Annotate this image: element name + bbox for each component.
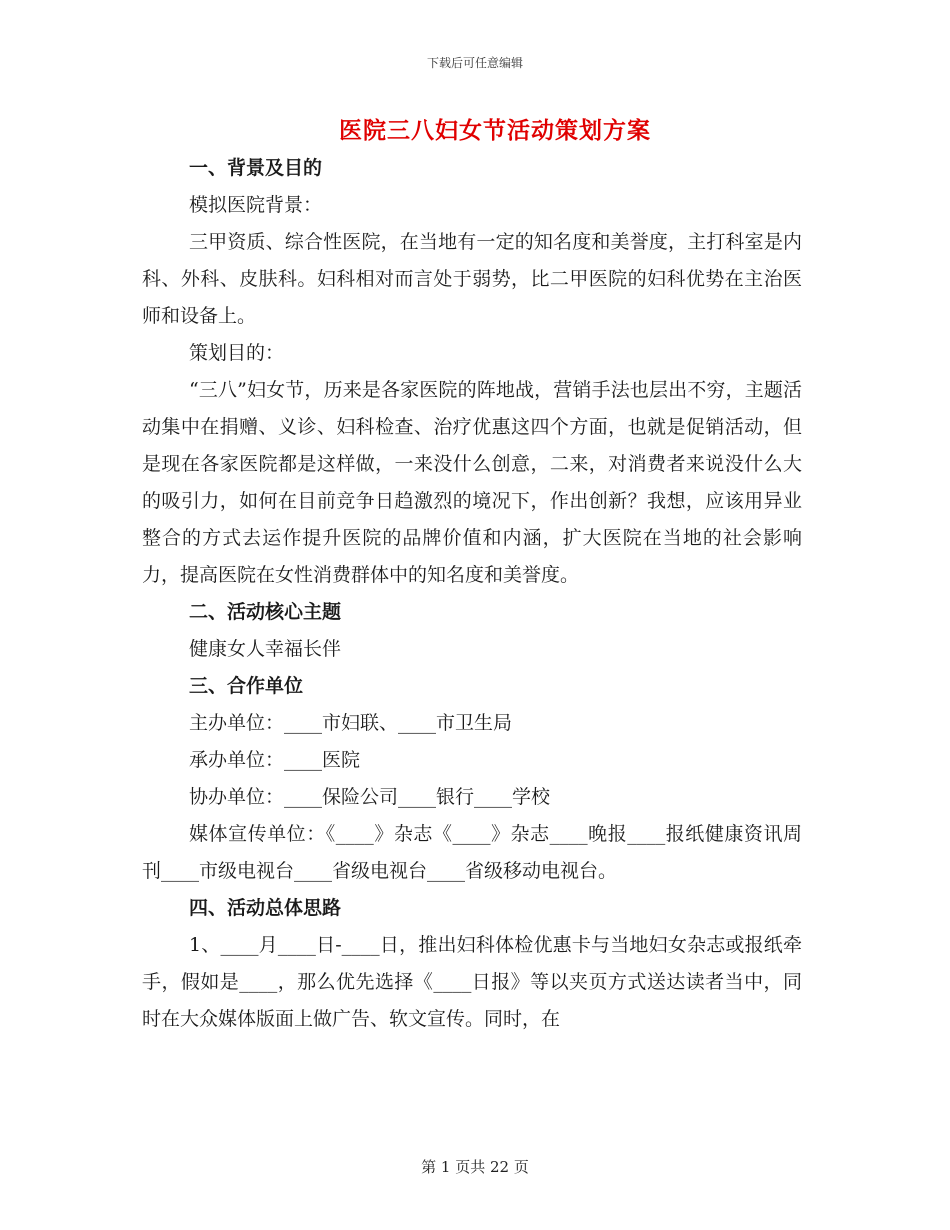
paragraph: 策划目的：: [189, 342, 285, 364]
page-number: 第 1 页共 22 页: [421, 1158, 529, 1176]
document-title: 医院三八妇女节活动策划方案: [339, 117, 651, 144]
paragraph: 承办单位：____医院: [189, 749, 361, 771]
paragraph: 主办单位：____市妇联、____市卫生局: [189, 712, 513, 734]
paragraph: 模拟医院背景：: [189, 194, 323, 216]
paragraph: 三甲资质、综合性医院，在当地有一定的知名度和美誉度，主打科室是内科、外科、皮肤科。妇科相对而言处于弱势，比二甲医院的妇科优势在主治医师和设备上。: [142, 231, 802, 327]
document-body: [142, 150, 802, 1038]
section-heading: 一、背景及目的: [189, 157, 323, 179]
section-heading: 四、活动总体思路: [189, 897, 342, 919]
page-header-note: 下载后可任意编辑: [426, 56, 523, 70]
paragraph: “三八”妇女节，历来是各家医院的阵地战，营销手法也层出不穷，主题活动集中在捐赠、义诊、妇科检查、治疗优惠这四个方面，也就是促销活动，但是现在各家医院都是这样做，一来没什么创意，二来，对消费者来说没什么大的吸引力，如何在目前竞争日趋激烈的境况下，作出创新？我想，应该用异业整合的方式去运作提升医院的品牌价值和内涵，扩大医院在当地的社会影响力，提高医院在女性消费群体中的知名度和美誉度。: [142, 379, 802, 586]
paragraph: 1、____月____日-____日，推出妇科体检优惠卡与当地妇女杂志或报纸牵手，假如是____，那么优先选择《____日报》等以夹页方式送达读者当中，同时在大众媒体版面上做广告、软文宣传。同时，在: [142, 934, 802, 1030]
paragraph: 媒体宣传单位：《____》杂志《____》杂志____晚报____报纸健康资讯周刊____市级电视台____省级电视台____省级移动电视台。: [142, 823, 802, 882]
section-heading: 三、合作单位: [189, 675, 304, 697]
paragraph: 健康女人幸福长伴: [189, 638, 342, 660]
section-heading: 二、活动核心主题: [189, 601, 342, 623]
paragraph: 协办单位：____保险公司____银行____学校: [189, 786, 551, 808]
